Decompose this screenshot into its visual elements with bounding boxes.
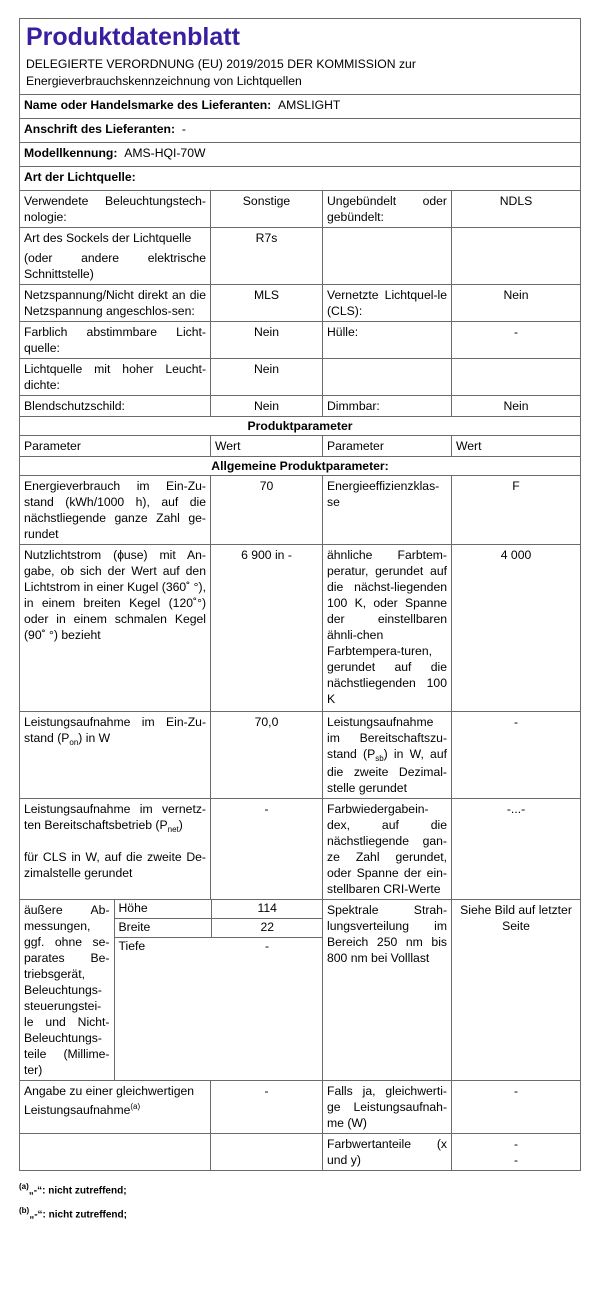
type-row-label: Farblich abstimmbare Licht-quelle:	[20, 322, 211, 359]
socket-label: Art des Sockels der Lichtquelle	[24, 231, 192, 245]
type-row	[20, 322, 581, 359]
product-data-sheet	[19, 18, 580, 1226]
type-row-label: Dimmbar:	[323, 396, 452, 417]
socket-label-note: (oder andere elektrische Schnittstelle)	[24, 251, 206, 281]
section-title: Produktparameter	[20, 417, 581, 436]
supplier-address-value: -	[181, 122, 186, 136]
luminous-flux-label: Nutzlichtstrom (ɸuse) mit An-gabe, ob sich der Wert auf den Lichtstrom in einer Kugel (360˚ °), in einem breiten Kegel (120˚°) oder in einem schmalen Kegel (90˚ °) bezieht	[20, 545, 211, 712]
power-on-label: Leistungsaufnahme im Ein-Zu-stand $(P_{on})$ in W	[20, 712, 211, 799]
luminous-flux-value: 6 900 in -	[211, 545, 323, 712]
type-row	[20, 228, 581, 285]
type-row	[20, 191, 581, 228]
param-row	[20, 1081, 581, 1134]
model-value: AMS-HQI-70W	[124, 146, 206, 160]
type-row-label: Blendschutzschild:	[20, 396, 211, 417]
dimension-name: Breite	[114, 919, 211, 938]
power-on-value: 70,0	[211, 712, 323, 799]
cri-label: Farbwiedergabein-dex, auf die nächstliegende gan-ze Zahl gerundet, oder Spanne der ein-stellbaren CRI-Werte	[323, 799, 452, 900]
column-header: Wert	[211, 436, 323, 457]
param-row	[20, 900, 581, 1081]
type-row-value: Nein	[211, 322, 323, 359]
type-row-value: Nein	[452, 285, 581, 322]
footnote: $^{(a)}$„-“: nicht zutreffend;	[19, 1182, 127, 1197]
type-row-label: Ungebündelt oder gebündelt:	[323, 191, 452, 228]
energy-consumption-label: Energieverbrauch im Ein-Zu-stand (kWh/1000 h), auf die nächstliegende ganze Zahl ge-rundet	[20, 476, 211, 545]
footnotes	[19, 1177, 580, 1226]
networked-standby-label: Leistungsaufnahme im vernetz-ten Bereitschaftsbetrieb $(P_{net})$ für CLS in W, auf die zweite De-zimalstelle gerundet	[20, 799, 211, 900]
equivalent-power-label: Angabe zu einer gleichwertigen Leistungsaufnahme$^{(a)}$	[20, 1081, 211, 1134]
type-row-value	[452, 359, 581, 396]
supplier-name-row	[20, 95, 581, 119]
type-row-label	[20, 228, 211, 285]
networked-standby-value: -	[211, 799, 323, 900]
type-row-label: Lichtquelle mit hoher Leucht-dichte:	[20, 359, 211, 396]
type-row-label	[323, 359, 452, 396]
dimension-value: -	[264, 939, 270, 953]
standby-power-label: Leistungsaufnahme im Bereitschaftszu-stand $(P_{sb})$ in W, auf die zweite Dezimal-stelle gerundet	[323, 712, 452, 799]
type-row-value: Nein	[211, 396, 323, 417]
type-row-label: Netzspannung/Nicht direkt an die Netzspannung angeschlos-sen:	[20, 285, 211, 322]
supplier-address-label: Anschrift des Lieferanten:	[24, 122, 176, 136]
dimension-name: Tiefe	[118, 939, 146, 953]
dimension-name: Höhe	[114, 900, 211, 919]
type-row-label: Hülle:	[323, 322, 452, 359]
param-row	[20, 545, 581, 712]
type-row-value: MLS	[211, 285, 323, 322]
energy-class-value: F	[452, 476, 581, 545]
equivalent-power-if-yes-value: -	[452, 1081, 581, 1134]
column-header: Wert	[452, 436, 581, 457]
chromaticity-label: Farbwertanteile (x und y)	[323, 1134, 452, 1171]
dimension-value: 114	[211, 900, 323, 919]
standby-power-value: -	[452, 712, 581, 799]
spectral-distribution-value: Siehe Bild auf letzter Seite	[452, 900, 581, 1081]
title-cell	[20, 19, 581, 95]
equivalent-power-value: -	[211, 1081, 323, 1134]
regulation-text: DELEGIERTE VERORDNUNG (EU) 2019/2015 DER KOMMISSION zur Energieverbrauchskennzeichnung von Lichtquellen	[26, 57, 416, 88]
type-row	[20, 396, 581, 417]
light-source-type-heading: Art der Lichtquelle:	[20, 167, 581, 191]
page-title: Produktdatenblatt	[26, 23, 240, 51]
model-row	[20, 143, 581, 167]
type-row-value: R7s	[211, 228, 323, 285]
supplier-name-value: AMSLIGHT	[278, 98, 341, 112]
dimensions-label: äußere Ab-messungen, ggf. ohne se-parates Be-triebsgerät, Beleuchtungs-steuerungstei-le und Nicht-Beleuchtungs-teile (Millime-ter)	[20, 900, 114, 1080]
type-row-value: Nein	[452, 396, 581, 417]
type-row	[20, 359, 581, 396]
type-row	[20, 285, 581, 322]
supplier-name-label: Name oder Handelsmarke des Lieferanten:	[24, 98, 272, 112]
spectral-distribution-label: Spektrale Strah-lungsverteilung im Bereich 250 nm bis 800 nm bei Volllast	[323, 900, 452, 1081]
type-row-value: NDLS	[452, 191, 581, 228]
color-temperature-label: ähnliche Farbtem-peratur, gerundet auf die nächst-liegenden 100 K, oder Spanne der einstellbaren ähnli-chen Farbtempera-turen, gerundet auf die nächstliegenden 100 K	[323, 545, 452, 712]
chromaticity-value: - -	[452, 1134, 581, 1171]
empty-cell	[211, 1134, 323, 1171]
param-row	[20, 799, 581, 900]
equivalent-power-if-yes-label: Falls ja, gleichwerti-ge Leistungsaufnah-me (W)	[323, 1081, 452, 1134]
energy-class-label: Energieeffizienzklas-se	[323, 476, 452, 545]
type-row-value	[452, 228, 581, 285]
color-temperature-value: 4 000	[452, 545, 581, 712]
dimension-value: 22	[211, 919, 323, 938]
dimensions-cell	[20, 900, 323, 1081]
footnote: $^{(b)}$„-“: nicht zutreffend;	[19, 1206, 127, 1221]
cri-value: -...-	[452, 799, 581, 900]
empty-cell	[20, 1134, 211, 1171]
general-params-title: Allgemeine Produktparameter:	[20, 457, 581, 476]
type-row-label: Verwendete Beleuchtungstech-nologie:	[20, 191, 211, 228]
type-row-label: Vernetzte Lichtquel-le (CLS):	[323, 285, 452, 322]
energy-consumption-value: 70	[211, 476, 323, 545]
supplier-address-row	[20, 119, 581, 143]
type-row-value: Sonstige	[211, 191, 323, 228]
param-row	[20, 712, 581, 799]
param-row	[20, 1134, 581, 1171]
datasheet-table	[19, 18, 581, 1171]
type-row-value: Nein	[211, 359, 323, 396]
model-label: Modellkennung:	[24, 146, 118, 160]
type-row-value: -	[452, 322, 581, 359]
column-header: Parameter	[323, 436, 452, 457]
column-header: Parameter	[20, 436, 211, 457]
type-row-label	[323, 228, 452, 285]
param-row	[20, 476, 581, 545]
column-header-row	[20, 436, 581, 457]
